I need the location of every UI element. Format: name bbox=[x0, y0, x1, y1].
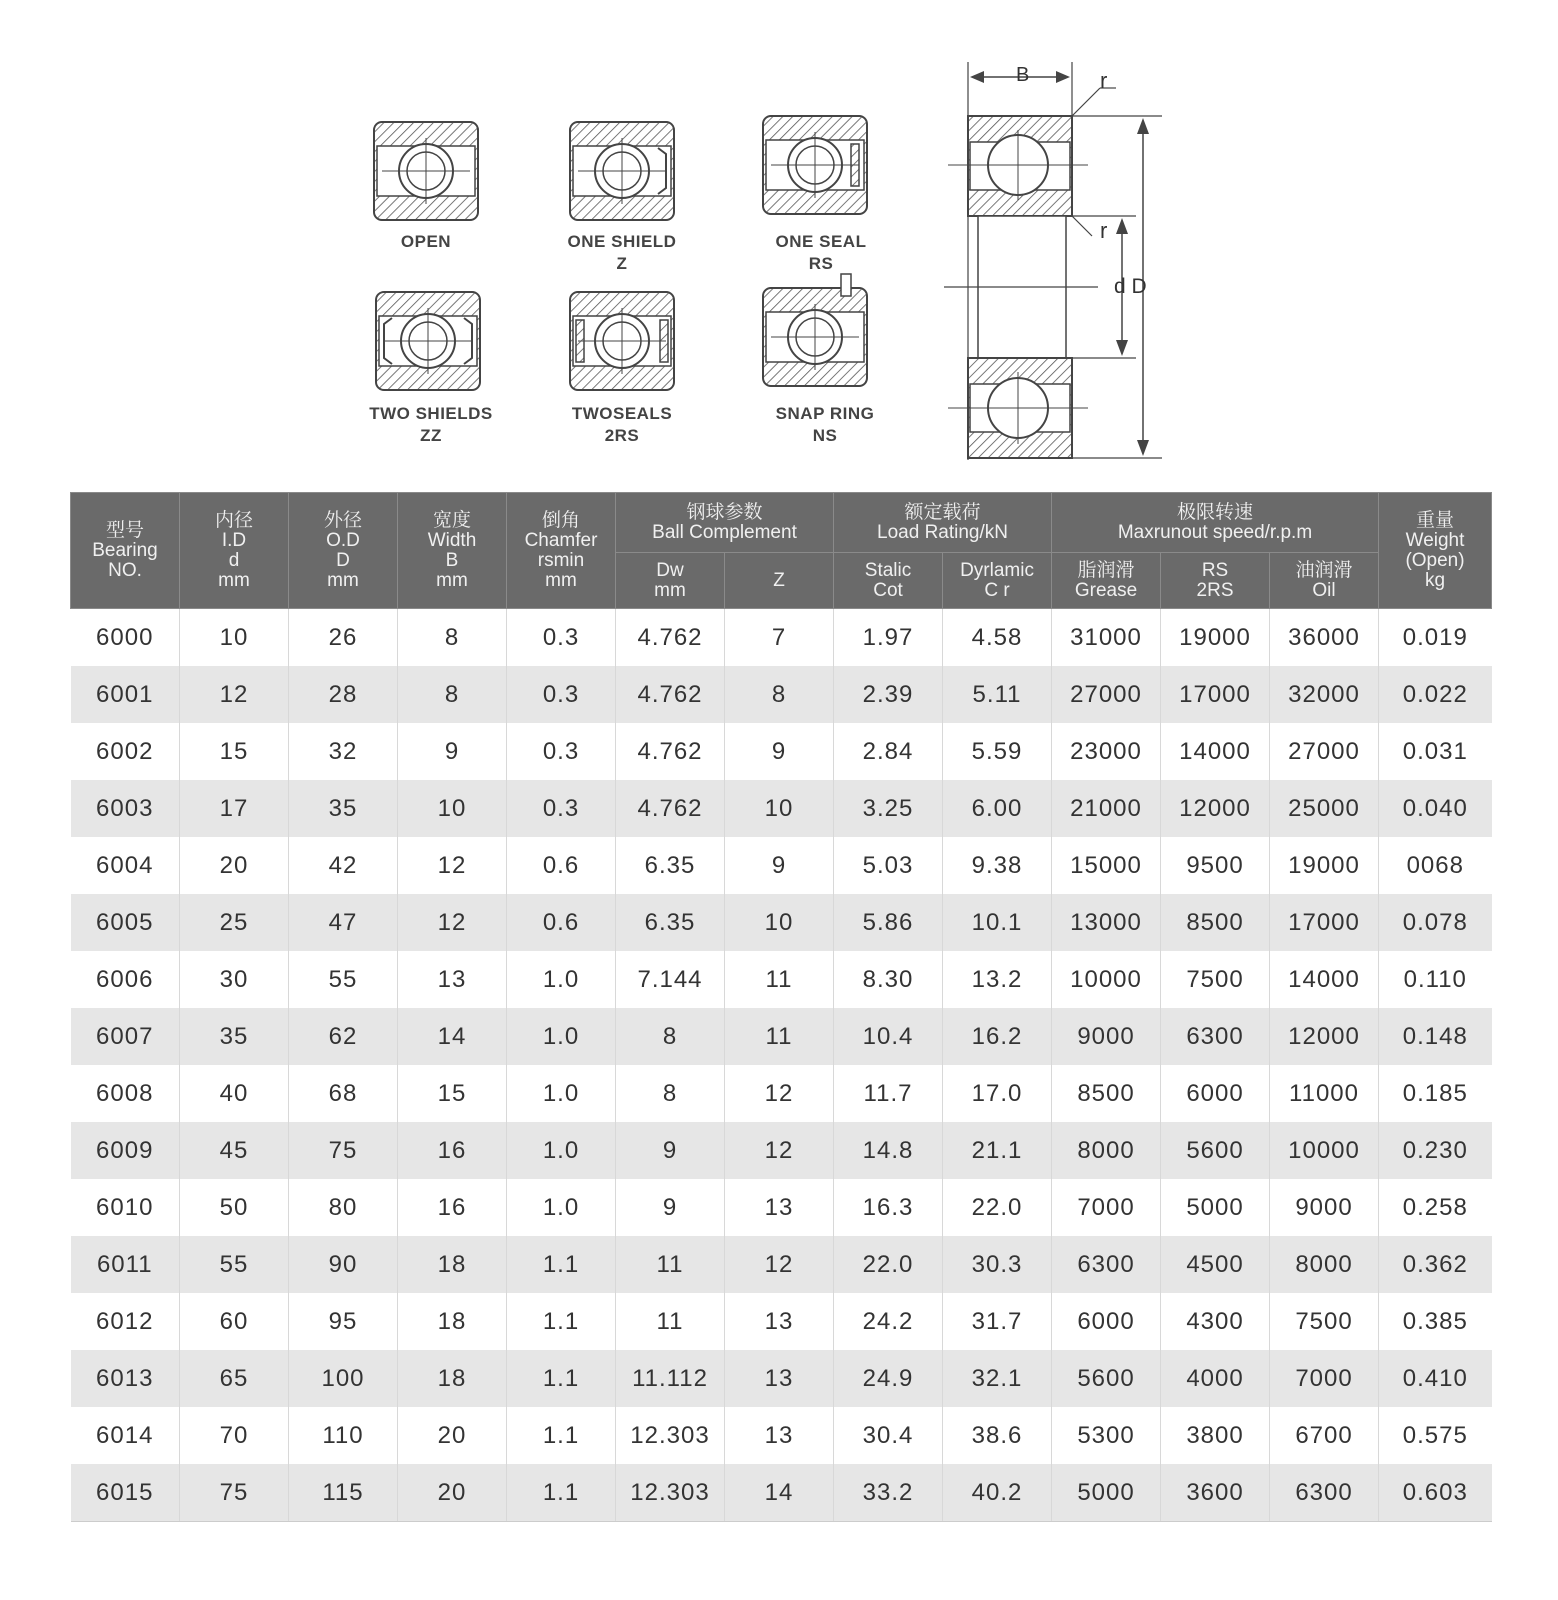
figure-label-snap-ring: SNAP RING NS bbox=[775, 404, 875, 445]
cell-speed-grease: 23000 bbox=[1052, 723, 1161, 780]
cell-chamfer: 1.1 bbox=[507, 1350, 616, 1407]
cell-inner-diameter: 12 bbox=[180, 666, 289, 723]
cell-width: 20 bbox=[398, 1464, 507, 1522]
cell-width: 12 bbox=[398, 837, 507, 894]
cell-dynamic-load: 16.2 bbox=[943, 1008, 1052, 1065]
cell-speed-rs: 7500 bbox=[1161, 951, 1270, 1008]
cell-inner-diameter: 60 bbox=[180, 1293, 289, 1350]
cell-inner-diameter: 15 bbox=[180, 723, 289, 780]
cell-chamfer: 1.1 bbox=[507, 1293, 616, 1350]
cell-ball-z: 11 bbox=[725, 1008, 834, 1065]
table-row bbox=[71, 894, 1492, 951]
cell-static-load: 11.7 bbox=[834, 1065, 943, 1122]
cell-speed-oil: 36000 bbox=[1270, 609, 1379, 667]
cell-ball-dw: 9 bbox=[616, 1122, 725, 1179]
cell-speed-rs: 6300 bbox=[1161, 1008, 1270, 1065]
cell-speed-grease: 31000 bbox=[1052, 609, 1161, 667]
table-row bbox=[71, 723, 1492, 780]
figure-label-one-seal: ONE SEAL RS bbox=[775, 232, 867, 273]
cell-speed-rs: 6000 bbox=[1161, 1065, 1270, 1122]
cell-ball-z: 13 bbox=[725, 1293, 834, 1350]
cell-static-load: 1.97 bbox=[834, 609, 943, 667]
cell-speed-grease: 5000 bbox=[1052, 1464, 1161, 1522]
header-ball-dw: Dw mm bbox=[616, 553, 725, 609]
cell-bearing-no: 6014 bbox=[71, 1407, 180, 1464]
cell-dynamic-load: 6.00 bbox=[943, 780, 1052, 837]
cell-speed-oil: 9000 bbox=[1270, 1179, 1379, 1236]
cell-ball-z: 13 bbox=[725, 1350, 834, 1407]
cell-weight: 0.022 bbox=[1379, 666, 1492, 723]
cell-width: 10 bbox=[398, 780, 507, 837]
cell-inner-diameter: 17 bbox=[180, 780, 289, 837]
table-row bbox=[71, 951, 1492, 1008]
cell-speed-oil: 6300 bbox=[1270, 1464, 1379, 1522]
cell-static-load: 10.4 bbox=[834, 1008, 943, 1065]
cell-outer-diameter: 32 bbox=[289, 723, 398, 780]
cell-ball-dw: 7.144 bbox=[616, 951, 725, 1008]
cell-speed-rs: 8500 bbox=[1161, 894, 1270, 951]
cell-ball-dw: 8 bbox=[616, 1008, 725, 1065]
cell-inner-diameter: 25 bbox=[180, 894, 289, 951]
figure-label-two-seals: TWOSEALS 2RS bbox=[571, 404, 673, 445]
header-chamfer: 倒角 Chamfer rsmin mm bbox=[507, 493, 616, 609]
bearing-one-shield-diagram bbox=[570, 122, 674, 220]
cell-inner-diameter: 30 bbox=[180, 951, 289, 1008]
cell-dynamic-load: 38.6 bbox=[943, 1407, 1052, 1464]
cell-speed-rs: 9500 bbox=[1161, 837, 1270, 894]
cell-static-load: 5.03 bbox=[834, 837, 943, 894]
cell-weight: 0.603 bbox=[1379, 1464, 1492, 1522]
cell-outer-diameter: 75 bbox=[289, 1122, 398, 1179]
header-speed-oil: 油润滑 Oil bbox=[1270, 553, 1379, 609]
table-row bbox=[71, 666, 1492, 723]
cell-speed-grease: 7000 bbox=[1052, 1179, 1161, 1236]
header-static-load: Stalic Cot bbox=[834, 553, 943, 609]
cell-bearing-no: 6002 bbox=[71, 723, 180, 780]
table-row bbox=[71, 609, 1492, 667]
cell-chamfer: 1.0 bbox=[507, 1065, 616, 1122]
cell-ball-dw: 6.35 bbox=[616, 837, 725, 894]
header-weight: 重量 Weight (Open) kg bbox=[1379, 493, 1492, 609]
cell-chamfer: 0.6 bbox=[507, 837, 616, 894]
cell-speed-oil: 25000 bbox=[1270, 780, 1379, 837]
header-ball-complement: 钢球参数 Ball Complement bbox=[616, 493, 834, 553]
cell-chamfer: 1.0 bbox=[507, 1122, 616, 1179]
cell-outer-diameter: 62 bbox=[289, 1008, 398, 1065]
cell-ball-dw: 11 bbox=[616, 1236, 725, 1293]
cell-inner-diameter: 10 bbox=[180, 609, 289, 667]
cell-chamfer: 0.3 bbox=[507, 723, 616, 780]
cell-ball-dw: 11.112 bbox=[616, 1350, 725, 1407]
cell-ball-dw: 4.762 bbox=[616, 666, 725, 723]
cell-dynamic-load: 21.1 bbox=[943, 1122, 1052, 1179]
cell-outer-diameter: 28 bbox=[289, 666, 398, 723]
bearing-two-seals-diagram bbox=[570, 292, 674, 390]
cell-speed-grease: 9000 bbox=[1052, 1008, 1161, 1065]
cell-static-load: 33.2 bbox=[834, 1464, 943, 1522]
cell-speed-grease: 21000 bbox=[1052, 780, 1161, 837]
header-max-speed: 极限转速 Maxrunout speed/r.p.m bbox=[1052, 493, 1379, 553]
cell-dynamic-load: 10.1 bbox=[943, 894, 1052, 951]
cell-static-load: 24.2 bbox=[834, 1293, 943, 1350]
cell-chamfer: 0.3 bbox=[507, 609, 616, 667]
cell-static-load: 8.30 bbox=[834, 951, 943, 1008]
cell-ball-dw: 12.303 bbox=[616, 1407, 725, 1464]
cell-speed-oil: 19000 bbox=[1270, 837, 1379, 894]
cell-chamfer: 1.0 bbox=[507, 951, 616, 1008]
cell-speed-grease: 5300 bbox=[1052, 1407, 1161, 1464]
cell-width: 18 bbox=[398, 1293, 507, 1350]
cell-width: 15 bbox=[398, 1065, 507, 1122]
cell-inner-diameter: 65 bbox=[180, 1350, 289, 1407]
table-row bbox=[71, 1236, 1492, 1293]
cell-dynamic-load: 30.3 bbox=[943, 1236, 1052, 1293]
cell-chamfer: 1.0 bbox=[507, 1179, 616, 1236]
cell-width: 9 bbox=[398, 723, 507, 780]
cell-dynamic-load: 5.59 bbox=[943, 723, 1052, 780]
cell-width: 8 bbox=[398, 666, 507, 723]
cell-ball-dw: 4.762 bbox=[616, 609, 725, 667]
cell-inner-diameter: 75 bbox=[180, 1464, 289, 1522]
bearing-open-diagram bbox=[374, 122, 478, 220]
cell-bearing-no: 6000 bbox=[71, 609, 180, 667]
bearing-snap-ring-diagram bbox=[763, 274, 867, 386]
cell-width: 13 bbox=[398, 951, 507, 1008]
header-outer-diameter: 外径 O.D D mm bbox=[289, 493, 398, 609]
cell-weight: 0.410 bbox=[1379, 1350, 1492, 1407]
table-row bbox=[71, 1464, 1492, 1522]
cell-static-load: 22.0 bbox=[834, 1236, 943, 1293]
cell-speed-oil: 32000 bbox=[1270, 666, 1379, 723]
cell-weight: 0.362 bbox=[1379, 1236, 1492, 1293]
cell-ball-dw: 4.762 bbox=[616, 780, 725, 837]
cell-width: 18 bbox=[398, 1350, 507, 1407]
cell-ball-dw: 12.303 bbox=[616, 1464, 725, 1522]
cell-chamfer: 1.0 bbox=[507, 1008, 616, 1065]
cell-bearing-no: 6011 bbox=[71, 1236, 180, 1293]
bearing-one-seal-diagram bbox=[763, 116, 867, 214]
cell-bearing-no: 6009 bbox=[71, 1122, 180, 1179]
cell-inner-diameter: 35 bbox=[180, 1008, 289, 1065]
cell-speed-rs: 3800 bbox=[1161, 1407, 1270, 1464]
cell-bearing-no: 6012 bbox=[71, 1293, 180, 1350]
cell-outer-diameter: 26 bbox=[289, 609, 398, 667]
table-row bbox=[71, 1179, 1492, 1236]
cell-weight: 0.148 bbox=[1379, 1008, 1492, 1065]
cell-width: 16 bbox=[398, 1179, 507, 1236]
cell-inner-diameter: 70 bbox=[180, 1407, 289, 1464]
cell-width: 20 bbox=[398, 1407, 507, 1464]
cell-ball-dw: 8 bbox=[616, 1065, 725, 1122]
cell-ball-z: 8 bbox=[725, 666, 834, 723]
cell-chamfer: 0.3 bbox=[507, 780, 616, 837]
cell-speed-rs: 3600 bbox=[1161, 1464, 1270, 1522]
cell-width: 8 bbox=[398, 609, 507, 667]
table-row bbox=[71, 1407, 1492, 1464]
cell-dynamic-load: 4.58 bbox=[943, 609, 1052, 667]
cell-dynamic-load: 31.7 bbox=[943, 1293, 1052, 1350]
figure-label-one-shield: ONE SHIELD Z bbox=[567, 232, 677, 273]
table-row bbox=[71, 1350, 1492, 1407]
cell-outer-diameter: 115 bbox=[289, 1464, 398, 1522]
cell-ball-z: 14 bbox=[725, 1464, 834, 1522]
cell-dynamic-load: 9.38 bbox=[943, 837, 1052, 894]
cell-speed-grease: 15000 bbox=[1052, 837, 1161, 894]
cell-dynamic-load: 5.11 bbox=[943, 666, 1052, 723]
cell-bearing-no: 6013 bbox=[71, 1350, 180, 1407]
cell-width: 14 bbox=[398, 1008, 507, 1065]
cell-static-load: 3.25 bbox=[834, 780, 943, 837]
cell-weight: 0.385 bbox=[1379, 1293, 1492, 1350]
cell-speed-rs: 12000 bbox=[1161, 780, 1270, 837]
cell-ball-dw: 6.35 bbox=[616, 894, 725, 951]
cell-weight: 0.078 bbox=[1379, 894, 1492, 951]
cell-ball-z: 11 bbox=[725, 951, 834, 1008]
cell-speed-oil: 7000 bbox=[1270, 1350, 1379, 1407]
cell-weight: 0.110 bbox=[1379, 951, 1492, 1008]
cell-dynamic-load: 13.2 bbox=[943, 951, 1052, 1008]
cell-weight: 0068 bbox=[1379, 837, 1492, 894]
cell-ball-dw: 4.762 bbox=[616, 723, 725, 780]
cell-inner-diameter: 45 bbox=[180, 1122, 289, 1179]
cell-dynamic-load: 32.1 bbox=[943, 1350, 1052, 1407]
cell-outer-diameter: 80 bbox=[289, 1179, 398, 1236]
dim-label-b: B bbox=[1016, 64, 1030, 86]
cell-outer-diameter: 35 bbox=[289, 780, 398, 837]
cell-speed-rs: 19000 bbox=[1161, 609, 1270, 667]
header-speed-grease: 脂润滑 Grease bbox=[1052, 553, 1161, 609]
cell-weight: 0.040 bbox=[1379, 780, 1492, 837]
cell-ball-z: 13 bbox=[725, 1179, 834, 1236]
cell-outer-diameter: 42 bbox=[289, 837, 398, 894]
cell-bearing-no: 6001 bbox=[71, 666, 180, 723]
cell-weight: 0.031 bbox=[1379, 723, 1492, 780]
header-speed-rs: RS 2RS bbox=[1161, 553, 1270, 609]
cell-static-load: 24.9 bbox=[834, 1350, 943, 1407]
cell-speed-rs: 4500 bbox=[1161, 1236, 1270, 1293]
bearing-type-diagrams bbox=[0, 0, 1558, 480]
cell-bearing-no: 6004 bbox=[71, 837, 180, 894]
cell-outer-diameter: 95 bbox=[289, 1293, 398, 1350]
cell-ball-z: 13 bbox=[725, 1407, 834, 1464]
spec-table-body bbox=[71, 609, 1492, 1522]
cell-outer-diameter: 110 bbox=[289, 1407, 398, 1464]
cell-ball-z: 12 bbox=[725, 1122, 834, 1179]
cell-outer-diameter: 68 bbox=[289, 1065, 398, 1122]
cell-ball-z: 7 bbox=[725, 609, 834, 667]
cell-outer-diameter: 55 bbox=[289, 951, 398, 1008]
cell-speed-oil: 14000 bbox=[1270, 951, 1379, 1008]
cell-weight: 0.230 bbox=[1379, 1122, 1492, 1179]
cell-inner-diameter: 20 bbox=[180, 837, 289, 894]
cell-inner-diameter: 40 bbox=[180, 1065, 289, 1122]
cell-ball-z: 9 bbox=[725, 723, 834, 780]
cell-speed-oil: 11000 bbox=[1270, 1065, 1379, 1122]
cell-outer-diameter: 47 bbox=[289, 894, 398, 951]
cell-chamfer: 0.6 bbox=[507, 894, 616, 951]
cell-static-load: 2.39 bbox=[834, 666, 943, 723]
cell-ball-z: 9 bbox=[725, 837, 834, 894]
cell-static-load: 16.3 bbox=[834, 1179, 943, 1236]
cell-bearing-no: 6005 bbox=[71, 894, 180, 951]
cell-speed-grease: 10000 bbox=[1052, 951, 1161, 1008]
cell-width: 16 bbox=[398, 1122, 507, 1179]
cell-speed-grease: 8000 bbox=[1052, 1122, 1161, 1179]
dim-label-r-top: r bbox=[1100, 68, 1108, 93]
cell-speed-grease: 6300 bbox=[1052, 1236, 1161, 1293]
cell-outer-diameter: 100 bbox=[289, 1350, 398, 1407]
cell-chamfer: 1.1 bbox=[507, 1407, 616, 1464]
cell-speed-grease: 13000 bbox=[1052, 894, 1161, 951]
cell-speed-oil: 27000 bbox=[1270, 723, 1379, 780]
cell-speed-rs: 14000 bbox=[1161, 723, 1270, 780]
table-row bbox=[71, 1293, 1492, 1350]
cell-bearing-no: 6006 bbox=[71, 951, 180, 1008]
cell-bearing-no: 6008 bbox=[71, 1065, 180, 1122]
table-row bbox=[71, 1122, 1492, 1179]
table-row bbox=[71, 1065, 1492, 1122]
header-ball-z: Z bbox=[725, 553, 834, 609]
cell-speed-grease: 27000 bbox=[1052, 666, 1161, 723]
cell-speed-rs: 17000 bbox=[1161, 666, 1270, 723]
table-row bbox=[71, 837, 1492, 894]
cell-speed-rs: 4300 bbox=[1161, 1293, 1270, 1350]
cell-speed-rs: 5000 bbox=[1161, 1179, 1270, 1236]
cell-dynamic-load: 40.2 bbox=[943, 1464, 1052, 1522]
cell-speed-oil: 10000 bbox=[1270, 1122, 1379, 1179]
cell-ball-dw: 9 bbox=[616, 1179, 725, 1236]
dim-label-dd: d D bbox=[1114, 275, 1147, 298]
table-row bbox=[71, 780, 1492, 837]
cell-speed-oil: 12000 bbox=[1270, 1008, 1379, 1065]
cell-ball-z: 10 bbox=[725, 780, 834, 837]
cell-dynamic-load: 17.0 bbox=[943, 1065, 1052, 1122]
cell-weight: 0.258 bbox=[1379, 1179, 1492, 1236]
cell-speed-grease: 5600 bbox=[1052, 1350, 1161, 1407]
cell-speed-rs: 4000 bbox=[1161, 1350, 1270, 1407]
cell-bearing-no: 6010 bbox=[71, 1179, 180, 1236]
cell-speed-rs: 5600 bbox=[1161, 1122, 1270, 1179]
header-inner-diameter: 内径 I.D d mm bbox=[180, 493, 289, 609]
cell-static-load: 14.8 bbox=[834, 1122, 943, 1179]
cell-speed-grease: 6000 bbox=[1052, 1293, 1161, 1350]
cell-width: 18 bbox=[398, 1236, 507, 1293]
header-bearing-no: 型号 Bearing NO. bbox=[71, 493, 180, 609]
cell-speed-oil: 7500 bbox=[1270, 1293, 1379, 1350]
bearing-cross-section bbox=[944, 62, 1162, 460]
cell-static-load: 5.86 bbox=[834, 894, 943, 951]
cell-weight: 0.185 bbox=[1379, 1065, 1492, 1122]
cell-ball-z: 12 bbox=[725, 1065, 834, 1122]
cell-bearing-no: 6015 bbox=[71, 1464, 180, 1522]
cell-dynamic-load: 22.0 bbox=[943, 1179, 1052, 1236]
cell-outer-diameter: 90 bbox=[289, 1236, 398, 1293]
cell-static-load: 30.4 bbox=[834, 1407, 943, 1464]
cell-static-load: 2.84 bbox=[834, 723, 943, 780]
cell-speed-oil: 6700 bbox=[1270, 1407, 1379, 1464]
cell-ball-z: 12 bbox=[725, 1236, 834, 1293]
bearing-two-shields-diagram bbox=[376, 292, 480, 390]
cell-ball-dw: 11 bbox=[616, 1293, 725, 1350]
figure-label-open: OPEN bbox=[400, 232, 452, 251]
header-load-rating: 额定载荷 Load Rating/kN bbox=[834, 493, 1052, 553]
cell-inner-diameter: 55 bbox=[180, 1236, 289, 1293]
cell-speed-grease: 8500 bbox=[1052, 1065, 1161, 1122]
cell-chamfer: 1.1 bbox=[507, 1464, 616, 1522]
cell-ball-z: 10 bbox=[725, 894, 834, 951]
cell-chamfer: 1.1 bbox=[507, 1236, 616, 1293]
header-dynamic-load: Dyrlamic C r bbox=[943, 553, 1052, 609]
cell-inner-diameter: 50 bbox=[180, 1179, 289, 1236]
cell-speed-oil: 17000 bbox=[1270, 894, 1379, 951]
bearing-spec-table bbox=[70, 492, 1491, 1522]
cell-bearing-no: 6003 bbox=[71, 780, 180, 837]
cell-weight: 0.019 bbox=[1379, 609, 1492, 667]
cell-chamfer: 0.3 bbox=[507, 666, 616, 723]
header-width: 宽度 Width B mm bbox=[398, 493, 507, 609]
dim-label-r-mid: r bbox=[1100, 218, 1108, 243]
cell-bearing-no: 6007 bbox=[71, 1008, 180, 1065]
table-row bbox=[71, 1008, 1492, 1065]
cell-speed-oil: 8000 bbox=[1270, 1236, 1379, 1293]
figure-label-two-shields: TWO SHIELDS ZZ bbox=[369, 404, 493, 445]
cell-width: 12 bbox=[398, 894, 507, 951]
cell-weight: 0.575 bbox=[1379, 1407, 1492, 1464]
